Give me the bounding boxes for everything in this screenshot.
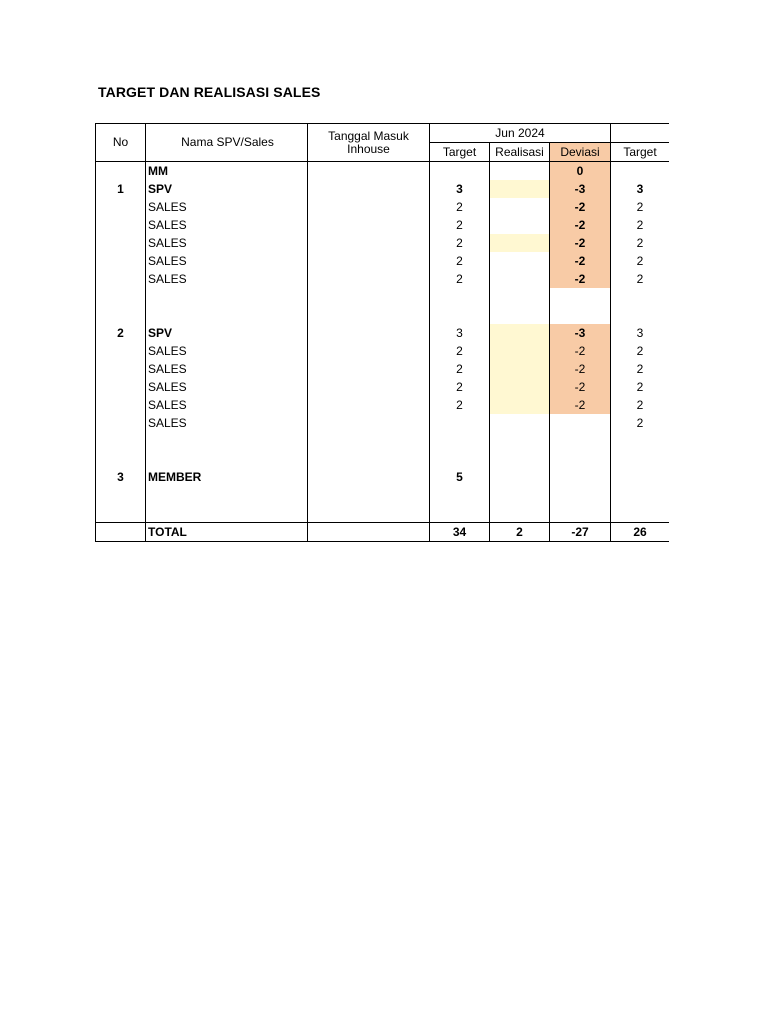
row-no bbox=[96, 396, 146, 414]
row-realisasi bbox=[490, 162, 550, 181]
row-deviasi: -2 bbox=[550, 198, 611, 216]
row-target: 2 bbox=[430, 198, 490, 216]
row-no bbox=[96, 198, 146, 216]
header-row-1 bbox=[96, 124, 670, 143]
header-date bbox=[308, 124, 430, 162]
row-target bbox=[430, 162, 490, 181]
row-date bbox=[308, 252, 430, 270]
row-realisasi bbox=[490, 252, 550, 270]
row-name: SPV bbox=[146, 180, 308, 198]
row-target: 2 bbox=[430, 396, 490, 414]
total-target: 34 bbox=[430, 523, 490, 542]
row-no: 2 bbox=[96, 324, 146, 342]
row-date bbox=[308, 162, 430, 181]
row-target: 3 bbox=[430, 324, 490, 342]
header-target-next: Target bbox=[611, 143, 670, 162]
total-date bbox=[308, 523, 430, 542]
total-row bbox=[96, 523, 670, 542]
row-deviasi: -2 bbox=[550, 252, 611, 270]
row-no bbox=[96, 414, 146, 432]
row-target: 3 bbox=[430, 180, 490, 198]
report-title: TARGET DAN REALISASI SALES bbox=[98, 84, 321, 100]
row-realisasi bbox=[490, 360, 550, 378]
row-no bbox=[96, 270, 146, 288]
row-no bbox=[96, 162, 146, 181]
header-realisasi: Realisasi bbox=[490, 143, 550, 162]
table-row bbox=[96, 468, 670, 486]
total-realisasi: 2 bbox=[490, 523, 550, 542]
row-name: SALES bbox=[146, 270, 308, 288]
row-target-next bbox=[611, 468, 670, 486]
row-no: 1 bbox=[96, 180, 146, 198]
row-no bbox=[96, 234, 146, 252]
row-no bbox=[96, 216, 146, 234]
row-name: SALES bbox=[146, 198, 308, 216]
row-name: SALES bbox=[146, 396, 308, 414]
row-target: 2 bbox=[430, 360, 490, 378]
row-realisasi bbox=[490, 468, 550, 486]
row-realisasi bbox=[490, 216, 550, 234]
row-date bbox=[308, 198, 430, 216]
row-target-next: 2 bbox=[636, 217, 644, 232]
total-deviasi: -27 bbox=[550, 523, 611, 542]
row-name: MM bbox=[146, 162, 308, 181]
row-name: SALES bbox=[146, 414, 308, 432]
header-date-line2: Inhouse bbox=[347, 141, 390, 156]
row-date bbox=[308, 342, 430, 360]
row-deviasi: -2 bbox=[550, 378, 611, 396]
spacer-row bbox=[96, 306, 670, 324]
row-name: SALES bbox=[146, 342, 308, 360]
table-row bbox=[96, 180, 670, 198]
row-target-next: 2 bbox=[636, 379, 644, 394]
table-row bbox=[96, 252, 670, 270]
row-realisasi bbox=[490, 198, 550, 216]
row-target-next: 2 bbox=[636, 235, 644, 250]
row-name: SALES bbox=[146, 216, 308, 234]
spacer-row bbox=[96, 288, 670, 306]
row-target: 2 bbox=[430, 216, 490, 234]
row-realisasi bbox=[490, 342, 550, 360]
header-month: Jun 2024 bbox=[430, 124, 611, 143]
row-realisasi bbox=[490, 324, 550, 342]
table-row bbox=[96, 270, 670, 288]
row-target: 2 bbox=[430, 234, 490, 252]
row-target: 5 bbox=[430, 468, 490, 486]
table-row bbox=[96, 324, 670, 342]
row-target: 2 bbox=[430, 342, 490, 360]
row-no bbox=[96, 252, 146, 270]
row-name: SALES bbox=[146, 234, 308, 252]
header-date-line1: Tanggal Masuk bbox=[328, 128, 409, 143]
row-name: SALES bbox=[146, 378, 308, 396]
row-target-next: 2 bbox=[636, 397, 644, 412]
row-deviasi: -2 bbox=[550, 396, 611, 414]
spacer-row bbox=[96, 486, 670, 504]
total-target-next: 26 bbox=[611, 523, 670, 542]
row-target-next: 2 bbox=[636, 361, 644, 376]
row-date bbox=[308, 180, 430, 198]
row-date bbox=[308, 234, 430, 252]
row-deviasi bbox=[550, 468, 611, 486]
table-row bbox=[96, 162, 670, 181]
row-realisasi bbox=[490, 234, 550, 252]
row-name: SALES bbox=[146, 360, 308, 378]
row-realisasi bbox=[490, 414, 550, 432]
table-row bbox=[96, 342, 670, 360]
row-target: 2 bbox=[430, 252, 490, 270]
row-target: 2 bbox=[430, 378, 490, 396]
header-no: No bbox=[96, 124, 146, 162]
row-no bbox=[96, 342, 146, 360]
table-row bbox=[96, 216, 670, 234]
header-next-month bbox=[611, 124, 670, 143]
row-deviasi: -3 bbox=[550, 324, 611, 342]
row-realisasi bbox=[490, 396, 550, 414]
total-no bbox=[96, 523, 146, 542]
header-deviasi: Deviasi bbox=[550, 143, 611, 162]
row-target: 2 bbox=[430, 270, 490, 288]
table-row bbox=[96, 396, 670, 414]
row-target-next bbox=[611, 162, 670, 181]
row-target-next: 2 bbox=[636, 271, 644, 286]
row-target-next: 3 bbox=[636, 181, 644, 196]
total-label: TOTAL bbox=[146, 523, 308, 542]
table-row bbox=[96, 414, 670, 432]
row-target bbox=[430, 414, 490, 432]
row-deviasi: 0 bbox=[550, 162, 611, 181]
row-target-next: 2 bbox=[636, 253, 644, 268]
row-realisasi bbox=[490, 180, 550, 198]
row-date bbox=[308, 360, 430, 378]
table-row bbox=[96, 234, 670, 252]
table-row bbox=[96, 378, 670, 396]
row-target-next: 2 bbox=[636, 199, 644, 214]
row-realisasi bbox=[490, 378, 550, 396]
row-name: SALES bbox=[146, 252, 308, 270]
row-no bbox=[96, 378, 146, 396]
row-no bbox=[96, 360, 146, 378]
row-deviasi: -2 bbox=[550, 234, 611, 252]
row-date bbox=[308, 396, 430, 414]
row-name: SPV bbox=[146, 324, 308, 342]
header-target: Target bbox=[430, 143, 490, 162]
row-deviasi: -2 bbox=[550, 342, 611, 360]
row-deviasi: -3 bbox=[550, 180, 611, 198]
table-row bbox=[96, 360, 670, 378]
row-date bbox=[308, 468, 430, 486]
row-date bbox=[308, 414, 430, 432]
row-target-next: 2 bbox=[636, 343, 644, 358]
row-date bbox=[308, 324, 430, 342]
table-row bbox=[96, 198, 670, 216]
spacer-row bbox=[96, 432, 670, 450]
row-name: MEMBER bbox=[146, 468, 308, 486]
row-date bbox=[308, 378, 430, 396]
row-deviasi: -2 bbox=[550, 360, 611, 378]
row-date bbox=[308, 216, 430, 234]
spacer-row bbox=[96, 504, 670, 523]
header-name: Nama SPV/Sales bbox=[146, 124, 308, 162]
row-deviasi: -2 bbox=[550, 216, 611, 234]
spacer-row bbox=[96, 450, 670, 468]
row-realisasi bbox=[490, 270, 550, 288]
row-no: 3 bbox=[96, 468, 146, 486]
row-deviasi: -2 bbox=[550, 270, 611, 288]
row-deviasi bbox=[550, 414, 611, 432]
sales-table bbox=[95, 123, 669, 542]
row-target-next: 3 bbox=[636, 325, 644, 340]
row-target-next: 2 bbox=[636, 415, 644, 430]
row-date bbox=[308, 270, 430, 288]
